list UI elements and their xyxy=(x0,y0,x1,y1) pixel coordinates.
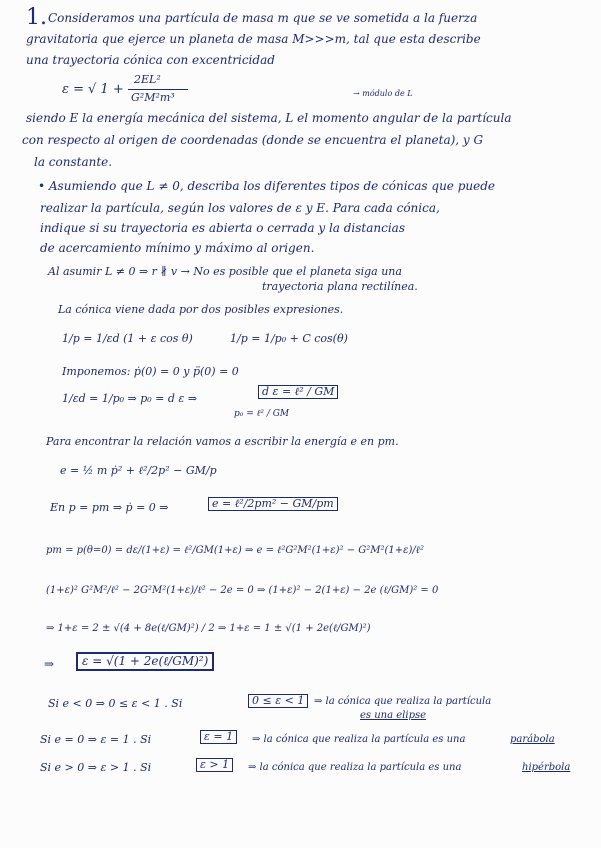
case-elliptic-conclusion: es una elipse xyxy=(360,710,427,721)
solution-line-4: Para encontrar la relación vamos a escribir la energía e en pm. xyxy=(46,435,399,448)
formula-numerator: 2EL² xyxy=(134,73,161,86)
task-line-2: realizar la partícula, según los valores de ε y E. Para cada cónica, xyxy=(40,201,440,215)
case-parabolic-conclusion: parábola xyxy=(510,734,555,745)
solution-line-1a: Al asumir L ≠ 0 ⇒ r ∦ v → No es posible que el planeta siga una xyxy=(48,265,402,278)
formula-fraction-bar xyxy=(128,89,188,90)
energy-equation: e = ½ m ṗ² + ℓ²/2p² − GM/p xyxy=(60,464,217,477)
statement-line-1: Consideramos una partícula de masa m que se ve sometida a la fuerza xyxy=(48,11,478,25)
case-elliptic-rhs: ⇒ la cónica que realiza la partícula xyxy=(314,696,492,707)
case-parabolic-rhs: ⇒ la cónica que realiza la partícula es una xyxy=(252,734,466,745)
statement-line-2: gravitatoria que ejerce un planeta de masa M>>>m, tal que esta describe xyxy=(26,32,481,46)
conic-equation-2: 1/p = 1/p₀ + C cos(θ) xyxy=(230,332,348,345)
solution-line-3: Imponemos: ṗ(0) = 0 y p̈(0) = 0 xyxy=(62,365,239,378)
case-parabolic-box: ε = 1 xyxy=(200,730,237,744)
formula-denominator: G²M²m³ xyxy=(131,91,175,104)
task-line-4: de acercamiento mínimo y máximo al origen. xyxy=(40,241,315,255)
problem-number: 1. xyxy=(26,5,47,30)
formula-root: √ 1 + xyxy=(88,82,124,97)
eccentricity-result-box: ε = √(1 + 2e(ℓ/GM)²) xyxy=(76,652,214,671)
statement-line-5: con respecto al origen de coordenadas (donde se encuentra el planeta), y G xyxy=(22,133,484,147)
equation-7: (1+ε)² G²M²/ℓ² − 2G²M²(1+ε)/ℓ² − 2e = 0 ⇒ (1+ε)² − 2(1+ε) − 2e (ℓ/GM)² = 0 xyxy=(46,585,439,596)
equation-5-box: e = ℓ²/2pm² − GM/pm xyxy=(208,497,338,511)
equation-5-lhs: En p = pm ⇒ ṗ = 0 ⇒ xyxy=(50,501,169,514)
solution-line-1b: trayectoria plana rectilínea. xyxy=(262,280,418,293)
task-line-3: indique si su trayectoria es abierta o cerrada y la distancias xyxy=(40,221,405,235)
case-hyperbolic-lhs: Si e > 0 ⇒ ε > 1 . Si xyxy=(40,761,152,774)
statement-line-4: siendo E la energía mecánica del sistema, L el momento angular de la partícula xyxy=(26,111,512,125)
case-elliptic-lhs: Si e < 0 ⇒ 0 ≤ ε < 1 . Si xyxy=(48,697,183,710)
equation-8: ⇒ 1+ε = 2 ± √(4 + 8e(ℓ/GM)²) / 2 ⇒ 1+ε = 1 ± √(1 + 2e(ℓ/GM)²) xyxy=(46,623,371,634)
equation-3: 1/εd = 1/p₀ ⇒ p₀ = d ε ⇒ xyxy=(62,392,198,405)
conic-equation-1: 1/p = 1/εd (1 + ε cos θ) xyxy=(62,332,193,345)
statement-line-6: la constante. xyxy=(34,155,113,169)
statement-line-3: una trayectoria cónica con excentricidad xyxy=(26,53,275,67)
angular-momentum-note: → módulo de L xyxy=(353,89,413,98)
case-hyperbolic-conclusion: hipérbola xyxy=(522,762,571,773)
case-hyperbolic-box: ε > 1 xyxy=(196,758,233,772)
task-line-1: • Asumiendo que L ≠ 0, describa los diferentes tipos de cónicas que puede xyxy=(38,179,496,193)
equation-6: pm = p(θ=0) = dε/(1+ε) = ℓ²/GM(1+ε) ⇒ e = ℓ²G²M²(1+ε)² − G²M²(1+ε)/ℓ² xyxy=(46,545,424,556)
case-hyperbolic-rhs: ⇒ la cónica que realiza la partícula es una xyxy=(248,762,462,773)
equation-3-box: d ε = ℓ² / GM xyxy=(258,385,338,399)
equation-9-prefix: ⇒ xyxy=(44,657,55,671)
solution-line-2: La cónica viene dada por dos posibles expresiones. xyxy=(58,303,344,316)
equation-3-sub: p₀ = ℓ² / GM xyxy=(234,409,290,419)
case-parabolic-lhs: Si e = 0 ⇒ ε = 1 . Si xyxy=(40,733,152,746)
formula-lhs: ε = xyxy=(62,82,85,97)
case-elliptic-box: 0 ≤ ε < 1 xyxy=(248,694,308,708)
